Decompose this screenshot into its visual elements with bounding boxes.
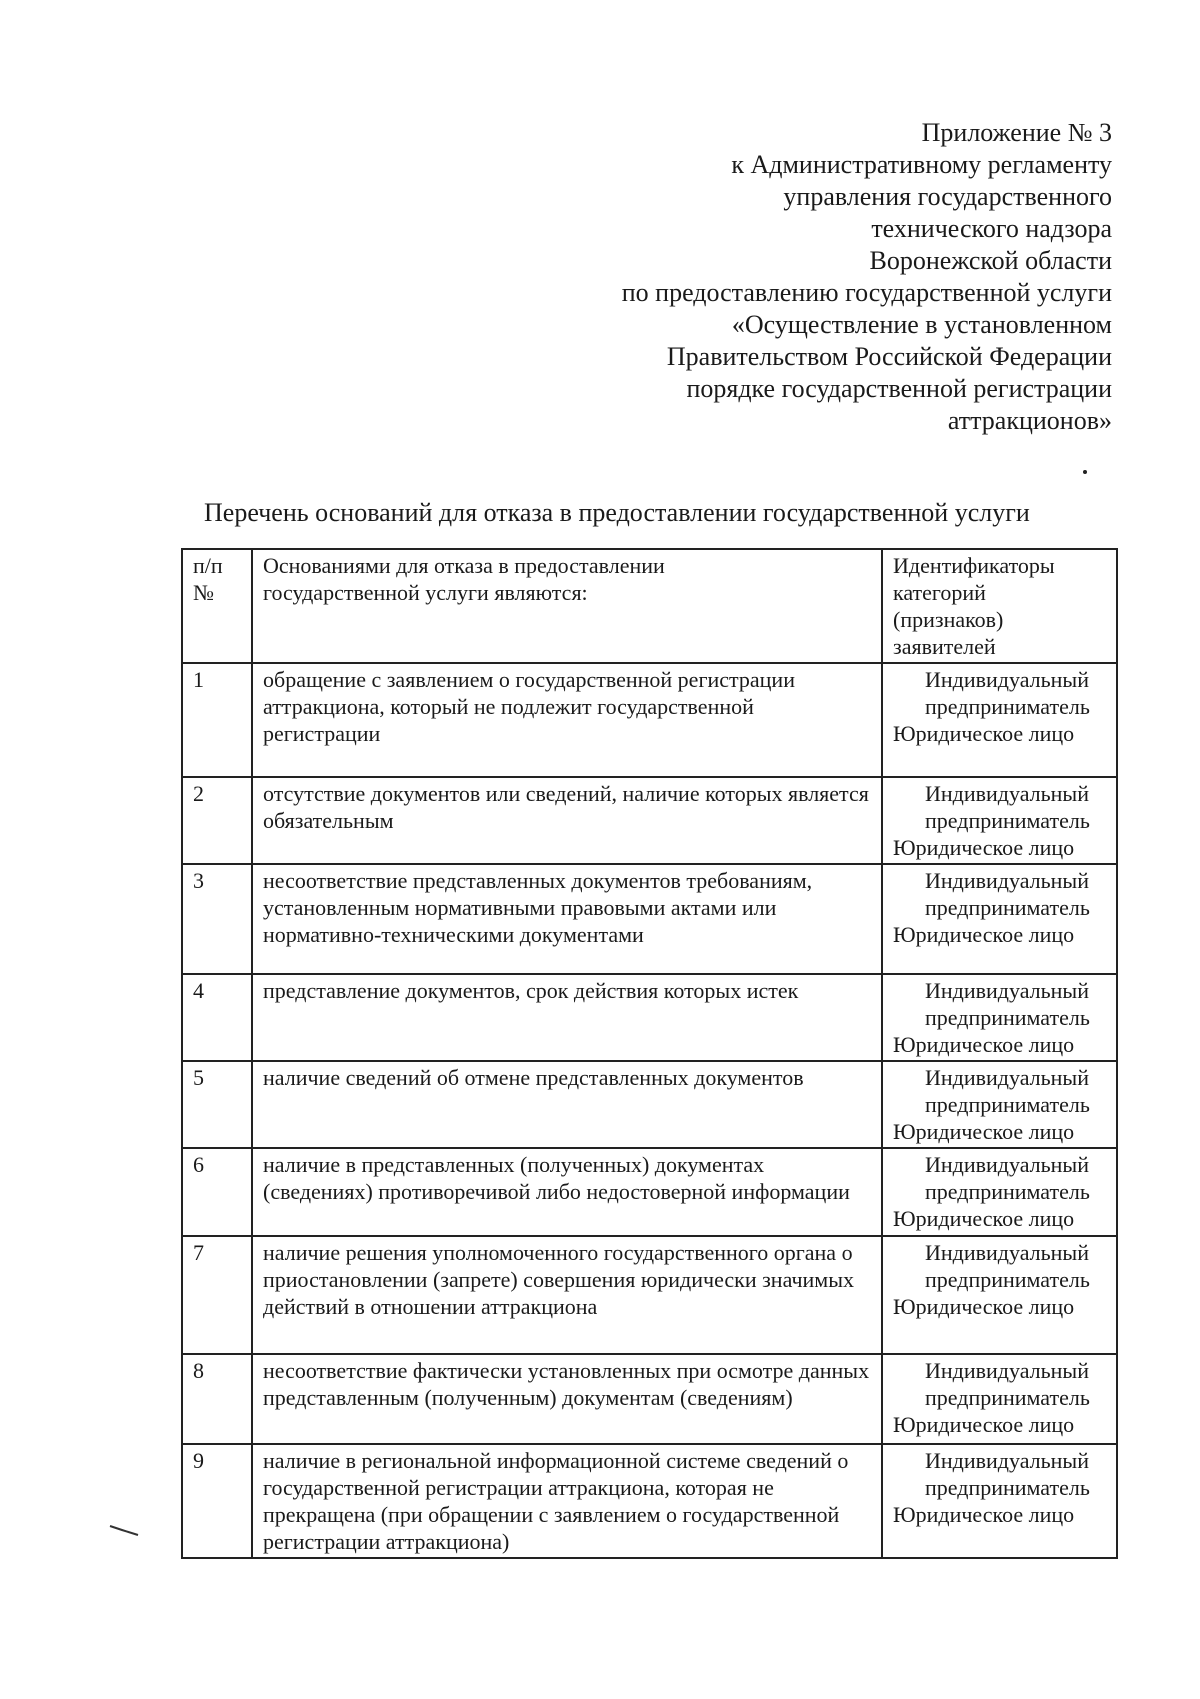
row-categories — [882, 1236, 1117, 1354]
table-row — [182, 1354, 1117, 1444]
category-label: предприниматель — [925, 1385, 1090, 1410]
row-number: 3 — [182, 864, 252, 974]
category-label: предприниматель — [925, 1267, 1090, 1292]
row-ground-text: наличие решения уполномоченного государственного органа о приостановлении (запрете) совершения юридически значимых действий в отношении аттракциона — [252, 1236, 882, 1354]
row-number: 5 — [182, 1061, 252, 1148]
table-row — [182, 1236, 1117, 1354]
header-num-cell — [182, 549, 252, 663]
row-categories — [882, 663, 1117, 777]
row-categories — [882, 1444, 1117, 1558]
annex-line: к Административному регламенту — [731, 150, 1112, 179]
category-label: Юридическое лицо — [893, 1294, 1075, 1319]
row-ground-text: наличие сведений об отмене представленных документов — [252, 1061, 882, 1148]
header-grounds-line: Основаниями для отказа в предоставлении — [263, 553, 665, 578]
table-row — [182, 1444, 1117, 1558]
row-number: 9 — [182, 1444, 252, 1558]
category-label: предприниматель — [925, 1475, 1090, 1500]
annex-line: аттракционов» — [947, 406, 1112, 435]
row-ground-text: несоответствие фактически установленных при осмотре данных представленным (полученным) документам (сведениям) — [252, 1354, 882, 1444]
category-label: Индивидуальный — [925, 667, 1089, 692]
category-label: Индивидуальный — [925, 1152, 1089, 1177]
annex-line: «Осуществление в установленном — [731, 310, 1112, 339]
header-categories-line: Идентификаторы — [893, 553, 1055, 578]
row-number: 8 — [182, 1354, 252, 1444]
row-ground-text: представление документов, срок действия которых истек — [252, 974, 882, 1061]
category-label: Индивидуальный — [925, 978, 1089, 1003]
header-categories-line: категорий — [893, 580, 986, 605]
category-label: предприниматель — [925, 1179, 1090, 1204]
row-categories — [882, 864, 1117, 974]
table-row — [182, 974, 1117, 1061]
header-categories-cell — [882, 549, 1117, 663]
category-label: Индивидуальный — [925, 1240, 1089, 1265]
row-number: 6 — [182, 1148, 252, 1236]
category-label: Юридическое лицо — [893, 835, 1075, 860]
category-label: Юридическое лицо — [893, 1412, 1075, 1437]
header-num-line: п/п — [193, 553, 223, 578]
category-label: Индивидуальный — [925, 868, 1089, 893]
scan-mark — [108, 1523, 142, 1537]
category-label: Юридическое лицо — [893, 1502, 1075, 1527]
category-label: предприниматель — [925, 1005, 1090, 1030]
annex-line: Правительством Российской Федерации — [666, 342, 1112, 371]
document-title: Перечень оснований для отказа в предоставлении государственной услуги — [204, 498, 1030, 527]
header-categories-line: заявителей — [893, 634, 996, 659]
table-row — [182, 864, 1117, 974]
category-label: Юридическое лицо — [893, 721, 1075, 746]
row-number: 7 — [182, 1236, 252, 1354]
category-label: Юридическое лицо — [893, 922, 1075, 947]
grounds-table — [181, 548, 1118, 1559]
row-number: 1 — [182, 663, 252, 777]
category-label: предприниматель — [925, 1092, 1090, 1117]
row-ground-text: несоответствие представленных документов требованиям, установленным нормативными правовыми актами или нормативно-техническими документами — [252, 864, 882, 974]
annex-line: Воронежской области — [869, 246, 1112, 275]
table-row — [182, 777, 1117, 864]
row-ground-text: обращение с заявлением о государственной регистрации аттракциона, который не подлежит государственной регистрации — [252, 663, 882, 777]
row-categories — [882, 1354, 1117, 1444]
table-row — [182, 1061, 1117, 1148]
annex-line: по предоставлению государственной услуги — [621, 278, 1112, 307]
annex-header — [472, 117, 1112, 437]
row-number: 4 — [182, 974, 252, 1061]
row-categories — [882, 777, 1117, 864]
header-num-line: № — [193, 580, 214, 605]
row-ground-text: наличие в региональной информационной системе сведений о государственной регистрации аттракциона, которая не прекращена (при обращении с заявлением о государственной регистрации аттракциона) — [252, 1444, 882, 1558]
category-label: предприниматель — [925, 808, 1090, 833]
category-label: Юридическое лицо — [893, 1119, 1075, 1144]
row-ground-text: отсутствие документов или сведений, наличие которых является обязательным — [252, 777, 882, 864]
annex-line: технического надзора — [871, 214, 1112, 243]
category-label: Юридическое лицо — [893, 1032, 1075, 1057]
table-row — [182, 663, 1117, 777]
category-label: Индивидуальный — [925, 1065, 1089, 1090]
table-row — [182, 1148, 1117, 1236]
row-categories — [882, 1061, 1117, 1148]
header-grounds-line: государственной услуги являются: — [263, 580, 588, 605]
category-label: Юридическое лицо — [893, 1206, 1075, 1231]
row-categories — [882, 974, 1117, 1061]
annex-line: Приложение № 3 — [921, 118, 1112, 147]
category-label: Индивидуальный — [925, 1448, 1089, 1473]
scan-speck — [1083, 470, 1087, 474]
category-label: Индивидуальный — [925, 781, 1089, 806]
row-categories — [882, 1148, 1117, 1236]
table-header-row — [182, 549, 1117, 663]
annex-line: управления государственного — [783, 182, 1112, 211]
header-grounds-cell — [252, 549, 882, 663]
row-number: 2 — [182, 777, 252, 864]
table-body — [182, 663, 1117, 1558]
row-ground-text: наличие в представленных (полученных) документах (сведениях) противоречивой либо недостоверной информации — [252, 1148, 882, 1236]
annex-line: порядке государственной регистрации — [686, 374, 1112, 403]
category-label: Индивидуальный — [925, 1358, 1089, 1383]
header-categories-line: (признаков) — [893, 607, 1004, 632]
category-label: предприниматель — [925, 895, 1090, 920]
category-label: предприниматель — [925, 694, 1090, 719]
